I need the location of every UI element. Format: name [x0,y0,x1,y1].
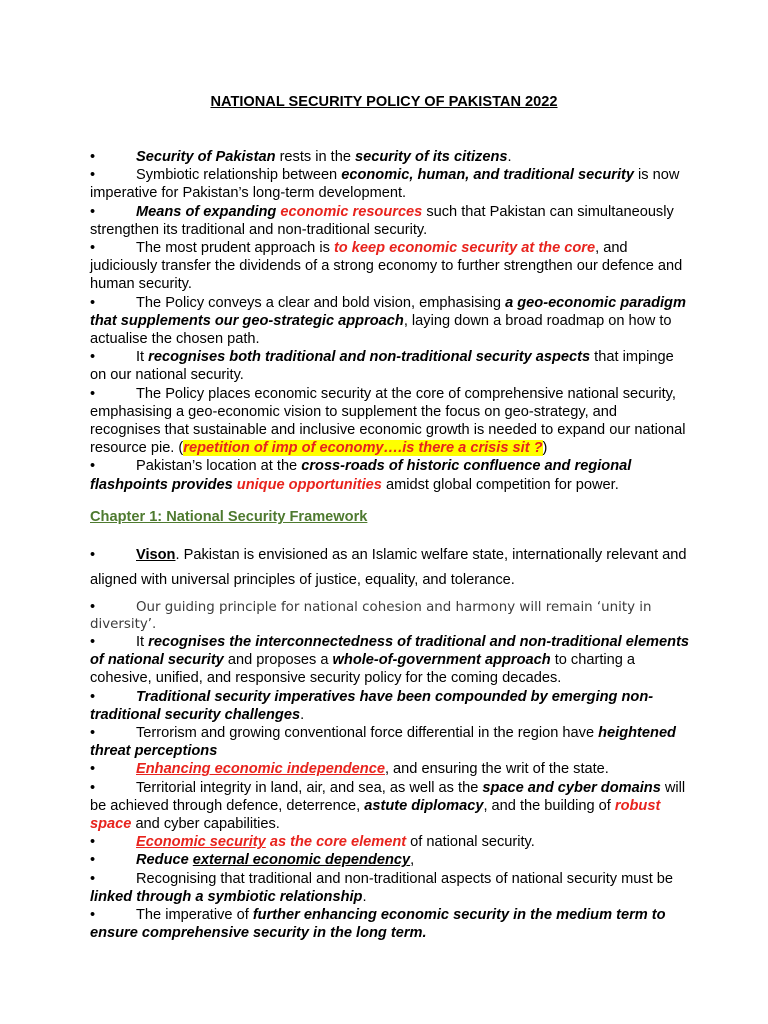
text-run: Symbiotic relationship between [136,167,342,184]
list-item [90,203,690,239]
bullet-icon: • [90,688,96,705]
list-item [90,599,690,633]
list-item [90,385,690,458]
text-run: external economic dependency [192,852,411,869]
text-run: recognises the interconnectedness of traditional and non-traditional elements of national security [90,634,690,669]
text-run: is now imperative for Pakistan’s long-term development. [90,167,680,202]
text-run: and proposes a [223,652,333,669]
text-run: , and judiciously transfer the dividends of a strong economy to further strengthen our defence and human security. [90,240,683,293]
text-run: of national security. [406,834,535,851]
text-run: The imperative of [136,907,253,924]
text-run: . [300,706,305,723]
list-item [90,294,690,349]
text-run: linked through a symbiotic relationship [90,888,363,905]
text-run: Means of expanding [136,203,281,220]
text-run: , [410,852,415,869]
bullet-icon: • [90,834,96,851]
bullet-icon: • [90,149,96,165]
bullet-icon: • [90,294,96,311]
text-run: The Policy places economic security at the core of comprehensive national security, emphasising a geo-economic vision to supplement the focus on geo-strategy, and recognises that sustainable and inclusive economic growth is needed to expand our national resource pie. ( [90,385,686,457]
section-chapter1-bullets [90,543,690,942]
bullet-icon: • [90,634,96,650]
list-item [90,851,690,869]
list-item [90,239,690,294]
list-item [90,833,690,851]
list-item [90,148,690,166]
list-item [90,543,690,593]
text-run: as the core element [265,834,407,851]
text-run: It [136,349,149,366]
text-run: rests in the [275,149,356,165]
list-item [90,457,690,493]
list-item [90,760,690,778]
section-intro-bullets [90,148,690,494]
text-run: whole-of-government approach [332,652,551,669]
text-run: a geo-economic paradigm that supplements our geo-strategic approach [90,294,686,329]
text-run: to charting a cohesive, unified, and responsive security policy for the coming decades. [90,652,636,687]
text-run: Traditional security imperatives have been compounded by emerging non-traditional security challenges [90,688,654,723]
text-run: amidst global competition for power. [381,476,619,493]
text-run: The Policy conveys a clear and bold vision, emphasising [136,294,506,311]
bullet-icon: • [90,385,96,402]
bullet-icon: • [90,349,96,366]
bullet-icon: • [90,203,96,220]
text-run: Territorial integrity in land, air, and sea, as well as the [136,779,483,796]
text-run: . [362,888,367,905]
text-run: unique opportunities [236,476,382,493]
text-run: cross-roads of historic confluence and regional flashpoints provides [90,458,632,493]
bullet-icon: • [90,599,96,615]
bullet-icon: • [90,240,96,257]
text-run: such that Pakistan can simultaneously strengthen its traditional and non-traditional security. [90,203,674,238]
text-run: Enhancing economic independence [136,761,385,778]
bullet-icon: • [90,907,96,924]
text-run: robust space [90,797,661,833]
list-item [90,688,690,724]
text-run: . [507,149,512,165]
bullet-icon: • [90,167,96,184]
list-item [90,348,690,384]
list-item [90,724,690,760]
text-run: Vison [136,547,176,563]
bullet-icon: • [90,547,96,563]
text-run: Terrorism and growing conventional force differential in the region have [136,725,599,742]
text-run: The most prudent approach is [136,240,334,257]
bullet-icon: • [90,779,96,796]
text-run: that impinge on our national security. [90,349,674,384]
list-item [90,779,690,834]
bullet-icon: • [90,458,96,475]
text-run: to keep economic security at the core [333,240,596,257]
text-run: It [136,634,149,650]
text-run: and cyber capabilities. [131,816,280,833]
text-run: , laying down a broad roadmap on how to actualise the chosen path. [90,312,672,348]
bullet-icon: • [90,761,96,778]
text-run: Economic security [136,834,266,851]
list-item [90,906,690,942]
text-run: , and the building of [483,797,615,814]
text-run: ) [542,440,548,457]
text-run: heightened threat perceptions [90,725,676,760]
text-run: Our guiding principle for national cohesion and harmony will remain ‘unity in diversity’. [90,600,652,632]
text-run: repetition of imp of economy….is there a crisis sit ? [183,440,543,457]
bullet-icon: • [90,870,96,887]
text-run: Recognising that traditional and non-traditional aspects of national security must be [136,870,674,887]
bullet-icon: • [90,852,96,869]
text-run: . Pakistan is envisioned as an Islamic welfare state, internationally relevant and aligned with universal principles of justice, equality, and tolerance. [90,547,687,588]
list-item [90,633,690,688]
text-run: economic resources [280,203,423,220]
text-run: space and cyber domains [482,779,661,796]
text-run: economic, human, and traditional security [341,167,634,184]
text-run: recognises both traditional and non-traditional security aspects [148,349,591,366]
text-run: further enhancing economic security in the medium term to ensure comprehensive security in the long term. [90,907,666,942]
text-run: will be achieved through defence, deterrence, [90,779,686,814]
bullet-icon: • [90,725,96,742]
document-title: NATIONAL SECURITY POLICY OF PAKISTAN 2022 [210,94,558,110]
text-run: Reduce [136,852,193,869]
list-item [90,166,690,202]
text-run: astute diplomacy [364,797,484,814]
text-run: Pakistan’s location at the [136,458,302,475]
text-run: , and ensuring the writ of the state. [384,761,609,778]
chapter-heading: Chapter 1: National Security Framework [90,509,368,525]
text-run: Security of Pakistan [136,149,276,165]
list-item [90,870,690,906]
text-run: security of its citizens [355,149,508,165]
